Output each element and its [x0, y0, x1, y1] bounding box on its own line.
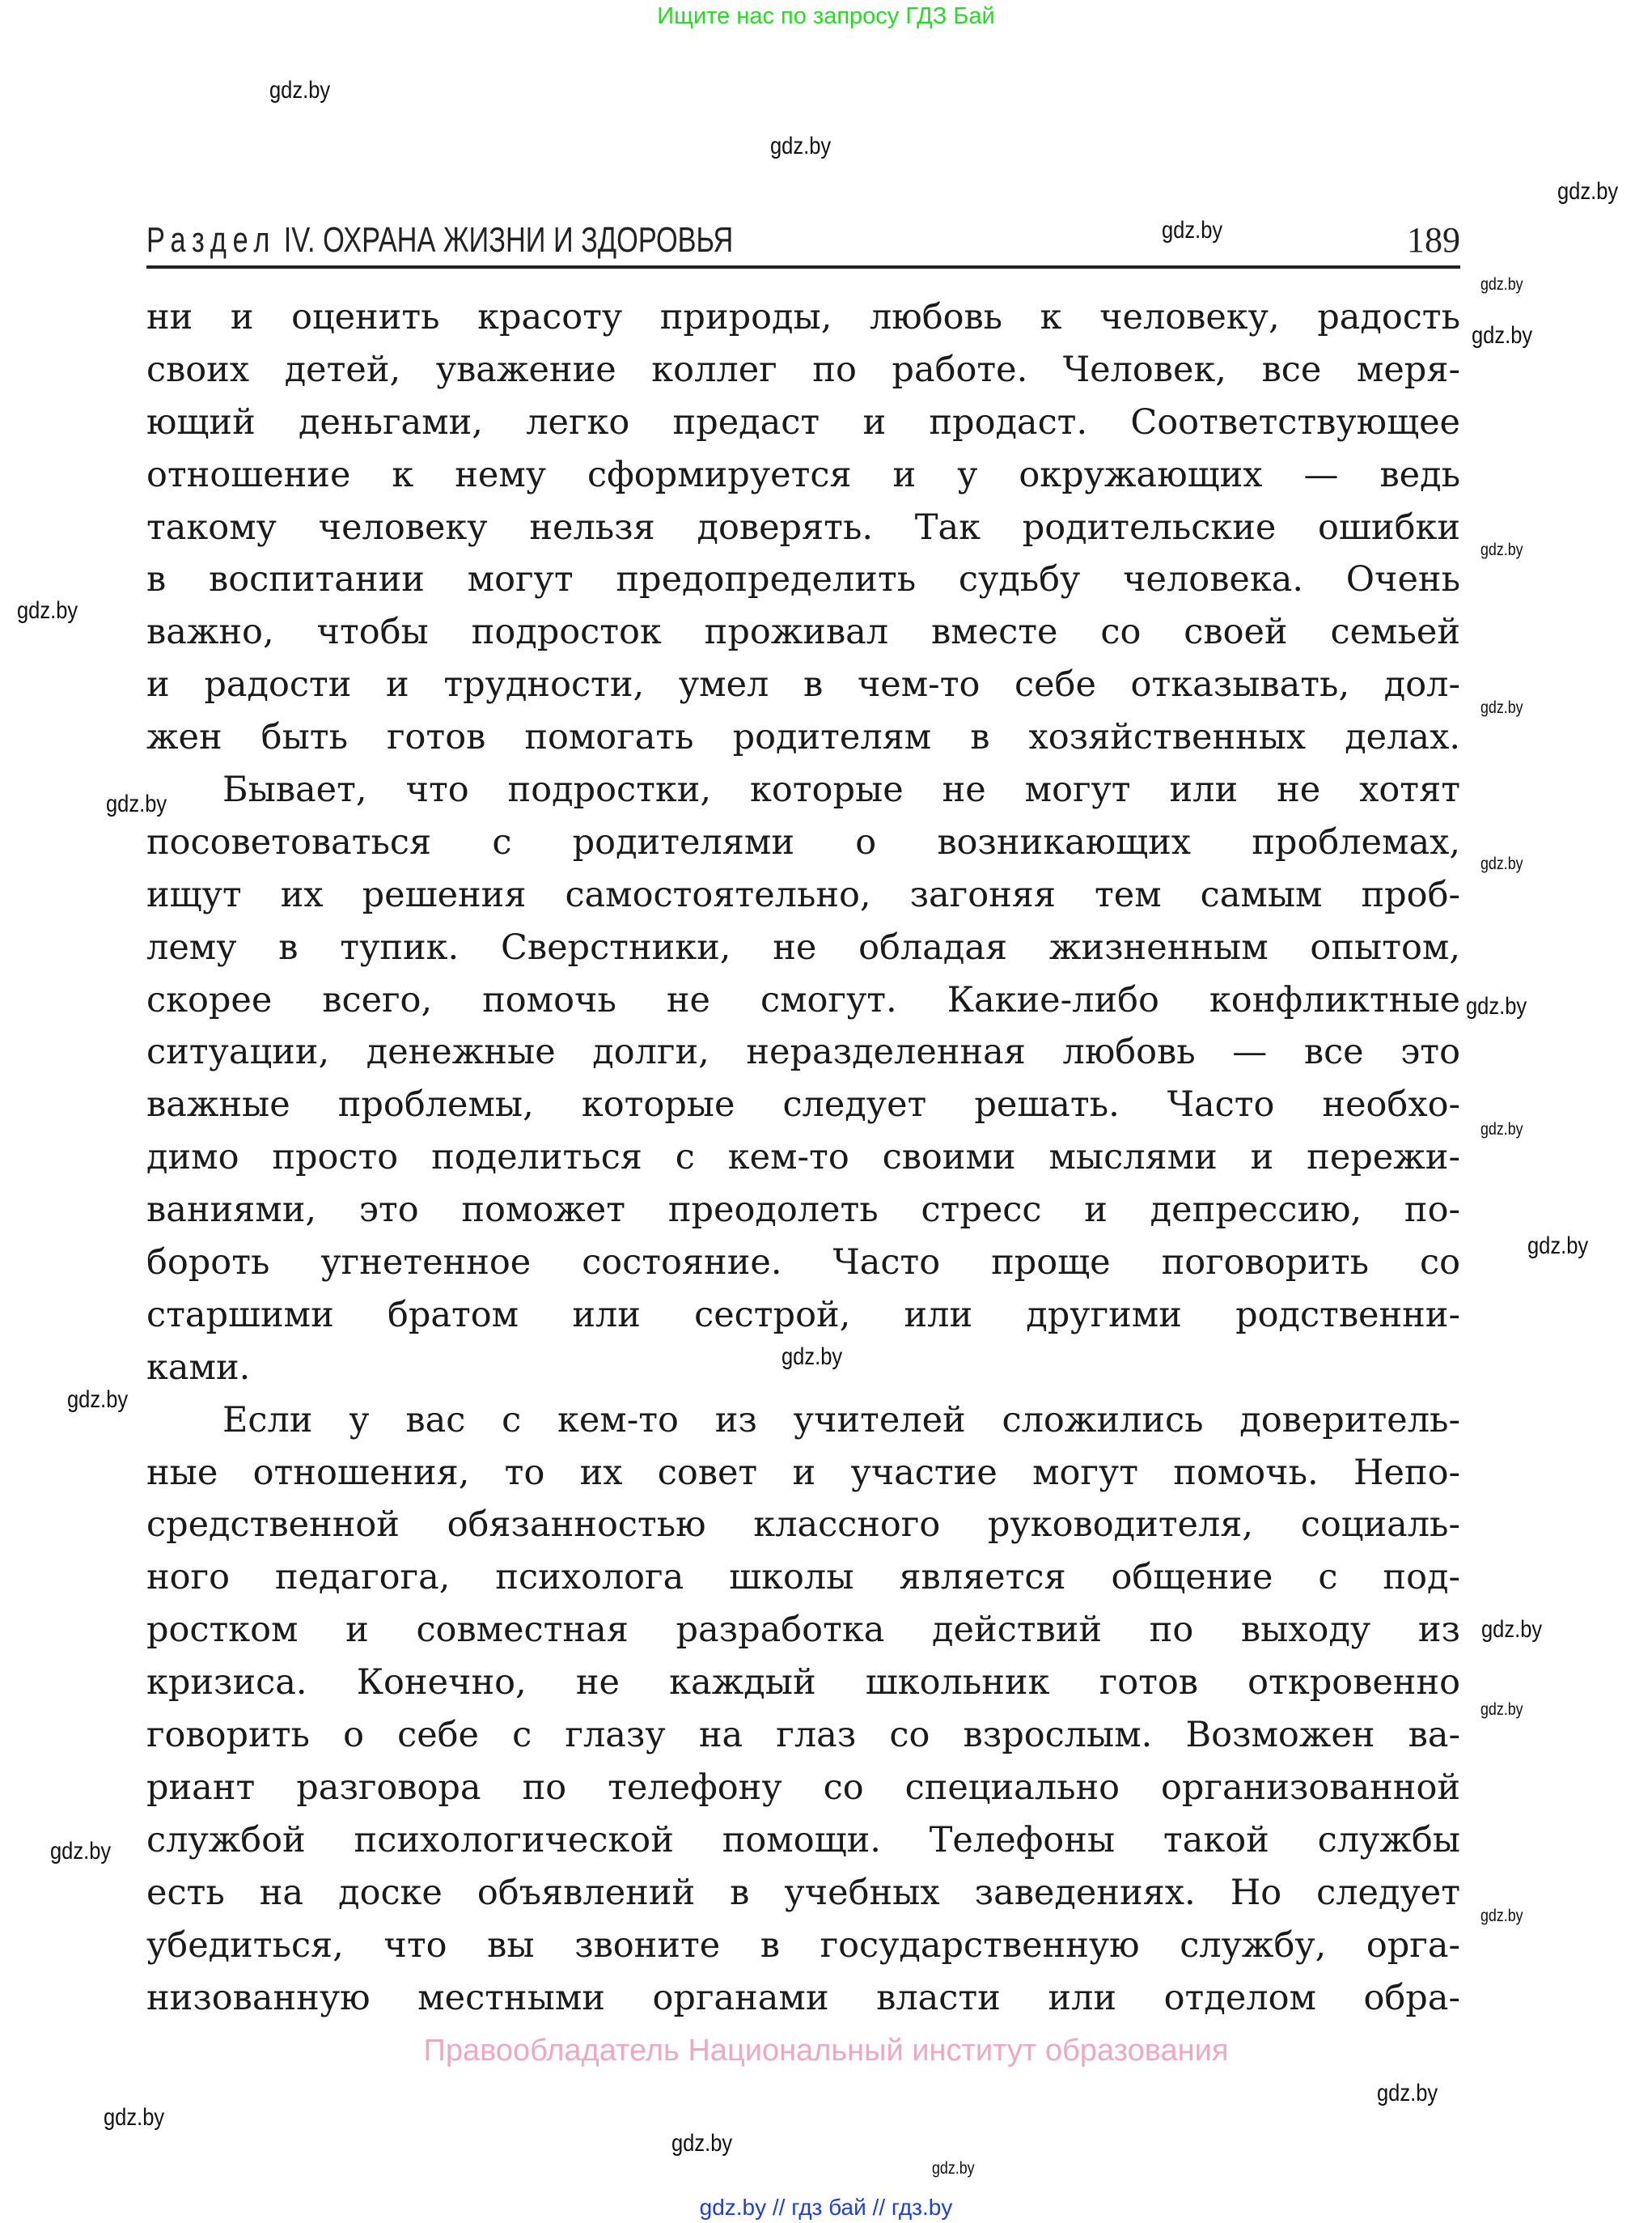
watermark: gdz.by [1480, 1120, 1523, 1139]
text-line: важные проблемы, которые следует решать. Часто необхо- [146, 1084, 1460, 1126]
text-line: Если у вас с кем-то из учителей сложились доверитель- [222, 1399, 1460, 1440]
page-header [146, 217, 1460, 269]
watermark: gdz.by [1466, 993, 1527, 1020]
watermark: gdz.by [1480, 1907, 1523, 1925]
text-line: скорее всего, помочь не смогут. Какие-либо конфликтные [146, 979, 1460, 1020]
watermark: gdz.by [770, 133, 832, 159]
text-line: есть на доске объявлений в учебных заведениях. Но следует [146, 1872, 1460, 1913]
text-line: ни и оценить красоту природы, любовь к человеку, радость [146, 297, 1460, 337]
text-line: ростком и совместная разработка действий по выходу из [146, 1610, 1460, 1651]
watermark: gdz.by [1162, 217, 1223, 244]
text-line: говорить о себе с глазу на глаз со взрослым. Возможен ва- [146, 1715, 1460, 1756]
watermark: gdz.by [1480, 1700, 1523, 1719]
text-line: ные отношения, то их совет и участие могут помочь. Непо- [146, 1452, 1460, 1493]
watermark: gdz.by [1480, 275, 1523, 294]
watermark: gdz.by [104, 2104, 165, 2131]
section-word: Раздел [146, 220, 277, 260]
watermark: gdz.by [106, 791, 167, 817]
section-name: IV. ОХРАНА ЖИЗНИ И ЗДОРОВЬЯ [283, 220, 734, 260]
text-line: лему в тупик. Сверстники, не обладая жизненным опытом, [146, 927, 1460, 968]
text-line: низованную местными органами власти или отделом обра- [146, 1977, 1460, 2018]
text-line: убедиться, что вы звоните в государственную службу, орга- [146, 1924, 1460, 1966]
body-text [146, 291, 1460, 2024]
text-line: жен быть готов помогать родителям в хозяйственных делах. [146, 717, 1460, 758]
watermark: gdz.by [1472, 322, 1533, 349]
footer-links[interactable]: gdz.by // гдз бай // гдз.by [699, 2195, 953, 2220]
text-line: димо просто поделиться с кем-то своими мыслями и пережи- [146, 1137, 1460, 1178]
watermark: gdz.by [1480, 541, 1523, 559]
watermark: gdz.by [1481, 1616, 1543, 1643]
search-hint-banner: Ищите нас по запросу ГДЗ Бай [657, 3, 995, 29]
page-number: 189 [1407, 220, 1460, 260]
text-line: важно, чтобы подросток проживал вместе со своей семьей [146, 612, 1460, 653]
text-line: ющий деньгами, легко предаст и продаст. Соответствующее [146, 401, 1460, 443]
text-line: Бывает, что подростки, которые не могут или не хотят [222, 770, 1460, 811]
text-line: ками. [146, 1347, 251, 1388]
text-line: риант разговора по телефону со специально организованной [146, 1767, 1460, 1808]
text-line: бороть угнетенное состояние. Часто проще поговорить со [146, 1242, 1460, 1283]
copyright-notice: Правообладатель Национальный институт образования [423, 2034, 1229, 2068]
text-line: ного педагога, психолога школы является общение с под- [146, 1557, 1460, 1598]
watermark: gdz.by [1480, 855, 1523, 873]
text-line: службой психологической помощи. Телефоны такой службы [146, 1819, 1460, 1860]
section-title [146, 220, 733, 261]
watermark: gdz.by [1557, 178, 1619, 205]
text-line: отношение к нему сформируется и у окружающих — ведь [146, 454, 1460, 495]
watermark: gdz.by [1480, 698, 1523, 717]
watermark: gdz.by [269, 77, 331, 104]
watermark: gdz.by [671, 2130, 733, 2157]
text-line: в воспитании могут предопределить судьбу человека. Очень [146, 559, 1460, 600]
watermark: gdz.by [67, 1386, 129, 1413]
watermark: gdz.by [1377, 2080, 1438, 2106]
watermark: gdz.by [50, 1838, 112, 1865]
text-line: кризиса. Конечно, не каждый школьник готов откровенно [146, 1662, 1460, 1703]
text-line: ваниями, это поможет преодолеть стресс и депрессию, по- [146, 1190, 1460, 1231]
text-line: такому человеку нельзя доверять. Так родительские ошибки [146, 507, 1460, 548]
text-line: средственной обязанностью классного руководителя, социаль- [146, 1504, 1460, 1546]
text-line: ищут их решения самостоятельно, загоняя тем самым проб- [146, 874, 1460, 915]
watermark: gdz.by [932, 2159, 975, 2178]
watermark: gdz.by [782, 1343, 843, 1370]
watermark: gdz.by [1527, 1232, 1589, 1259]
text-line: посоветоваться с родителями о возникающих проблемах, [146, 821, 1460, 863]
text-line: и радости и трудности, умел в чем-то себе отказывать, дол- [146, 664, 1460, 706]
text-line: старшими братом или сестрой, или другими родственни- [146, 1294, 1460, 1335]
text-line: своих детей, уважение коллег по работе. Человек, все меря- [146, 349, 1460, 390]
watermark: gdz.by [17, 597, 78, 624]
text-line: ситуации, денежные долги, неразделенная любовь — все это [146, 1032, 1460, 1073]
